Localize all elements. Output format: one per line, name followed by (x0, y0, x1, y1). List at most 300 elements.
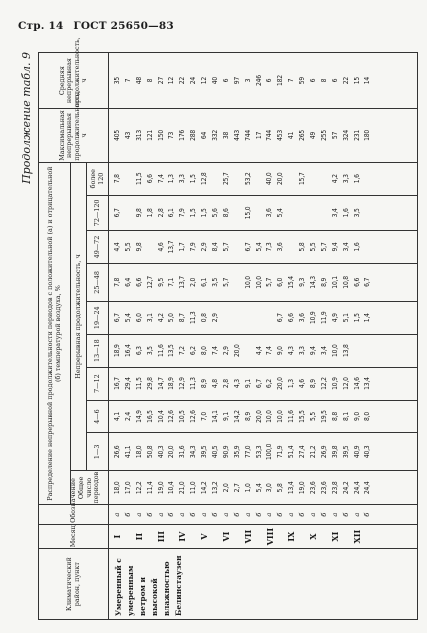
table-value: 13,4 (363, 377, 372, 390)
table-value: 24 (189, 76, 198, 85)
table-value: 18,0 (113, 481, 121, 495)
table-value: 9,1 (221, 412, 230, 421)
table-value (123, 197, 134, 229)
table-value (319, 197, 330, 229)
table-value: 14,9 (134, 410, 143, 423)
table-value: 35,9 (232, 445, 241, 459)
table-value: 3,6 (298, 313, 307, 323)
month-label: XII (351, 529, 362, 544)
table-value: 38 (221, 131, 230, 140)
table-value: 265 (298, 130, 307, 141)
table-value: 53,2 (243, 172, 252, 186)
table-value: 9,1 (243, 379, 252, 389)
col-designation-header: Обозначение (39, 505, 109, 525)
table-value (362, 232, 373, 262)
table-value: 18,9 (167, 377, 176, 390)
table-value: 2,9 (211, 313, 220, 323)
table-value (254, 303, 265, 333)
table-value: 7,0 (200, 412, 209, 421)
table-value: 6,7 (254, 379, 263, 389)
table-value: 288 (189, 130, 198, 141)
table-value: 4,6 (156, 242, 165, 252)
interval-25-48-cell (109, 263, 418, 301)
table-value: 1,7 (178, 242, 187, 252)
table-value: 231 (352, 130, 361, 141)
table-value: 31,6 (178, 445, 187, 459)
table-value: 3,3 (298, 346, 307, 356)
table-value: 8,0 (363, 412, 372, 421)
table-value: 4,2 (330, 174, 339, 184)
interval-header: 19—24 (87, 301, 109, 334)
table-value: 39,5 (200, 445, 209, 459)
table-value: 10,9 (309, 311, 318, 325)
table-value: 20,0 (276, 172, 285, 186)
table-value: 8,1 (341, 412, 350, 421)
table-value: 40,3 (156, 445, 165, 459)
table-value: б (319, 512, 328, 517)
table-value (210, 164, 221, 194)
interval-7-12-cell (109, 367, 418, 400)
table-value: 8,0 (200, 346, 209, 356)
table-value: 12,0 (341, 377, 350, 390)
table-value: 12,7 (145, 276, 154, 289)
table-value: 18,9 (113, 344, 121, 357)
table-value (123, 164, 134, 194)
table-value: 2,8 (156, 208, 165, 218)
table-value: а (178, 512, 187, 517)
table-value (352, 336, 363, 366)
table-value: а (287, 512, 296, 517)
interval-49-72-cell (109, 231, 418, 264)
table-value: а (330, 512, 339, 517)
table-value: 6,2 (189, 346, 198, 356)
table-value: 5,4 (276, 208, 285, 218)
table-value: 6 (330, 78, 339, 83)
table-value (286, 197, 297, 229)
table-value: 6,6 (287, 313, 296, 323)
table-value: 97 (232, 76, 241, 85)
distribution-header: Распределение непрерывной продолжительности периодов с положительной (а) и отрицательной (б) температурой воздуха, % (39, 162, 71, 505)
table-value: 7,9 (178, 208, 187, 218)
table-value: 2,0 (189, 277, 198, 287)
table-value: 6,7 (113, 208, 121, 218)
table-value: б (189, 512, 198, 517)
table-value (232, 232, 243, 262)
table-value: а (113, 512, 121, 517)
table-value: 8 (319, 78, 328, 83)
interval-header: 13—18 (87, 334, 109, 367)
month-label: II (133, 532, 144, 541)
table-value: 3,3 (178, 174, 187, 184)
table-value: 6,1 (167, 208, 176, 218)
table-value: 7,8 (113, 277, 121, 287)
table-value: 6,0 (134, 313, 143, 323)
table-value: 6,6 (134, 277, 143, 287)
table-value: 6 (309, 78, 318, 83)
table-value: 16,7 (113, 377, 121, 390)
table-value: 24,2 (341, 481, 350, 495)
table-value (264, 303, 275, 333)
table-value: 39,5 (341, 445, 350, 459)
table-body-row (109, 53, 418, 620)
table-value: 1,6 (352, 242, 361, 252)
table-value: 23,8 (330, 481, 339, 495)
continuous-duration-header: Непрерывная продолжительность, ч (71, 162, 87, 470)
table-value: 332 (211, 130, 220, 141)
table-value (254, 164, 265, 194)
table-value: 12,2 (134, 481, 143, 495)
table-value: 7,9 (189, 242, 198, 252)
table-value: 5,5 (123, 242, 132, 252)
table-value (362, 197, 373, 229)
table-value: 21,0 (178, 481, 187, 495)
table-value: б (276, 512, 285, 517)
table-value: б (145, 512, 154, 517)
table-value: 9,0 (352, 412, 361, 421)
table-value: а (221, 512, 230, 517)
table-value (362, 336, 373, 366)
table-value: 21,2 (309, 445, 318, 459)
table-value: 5,7 (265, 277, 274, 287)
table-value: 7,3 (265, 242, 274, 252)
month-cell (109, 524, 418, 548)
table-value: 8,4 (211, 242, 220, 252)
table-value: 19,5 (319, 410, 328, 423)
table-value: 9,8 (134, 208, 143, 218)
table-value (243, 303, 254, 333)
table-value: 6,6 (352, 277, 361, 287)
table-value: 57 (330, 131, 339, 140)
table-value: 8,7 (178, 313, 187, 323)
table-value: б (123, 512, 132, 517)
table-value: 2,9 (221, 346, 230, 356)
table-value: 3,4 (341, 242, 350, 252)
table-value: 2,9 (200, 242, 209, 252)
table-value: 40,9 (352, 445, 361, 459)
table-value (232, 303, 243, 333)
table-value: 40,0 (265, 172, 274, 186)
table-value: 13,5 (167, 344, 176, 357)
interval-header: 49—72 (87, 231, 109, 264)
table-value: 6,7 (243, 242, 252, 252)
table-value: 34,3 (189, 445, 198, 459)
table-value: 1,3 (287, 379, 296, 389)
month-label: X (308, 533, 319, 540)
table-value: 176 (178, 130, 187, 141)
month-label: IV (177, 531, 188, 542)
table-value: 1,6 (341, 208, 350, 218)
table-value: 4,6 (298, 379, 307, 389)
table-value: 246 (254, 75, 263, 87)
table-value: 11,6 (287, 410, 296, 423)
table-value: 3,4 (330, 208, 339, 218)
total-periods-cell (109, 471, 418, 505)
table-value: 100,0 (265, 443, 274, 460)
month-label: I (112, 534, 122, 539)
table-value: б (167, 512, 176, 517)
table-value: а (243, 512, 252, 517)
table-value: б (363, 512, 372, 517)
table-value: 10,0 (265, 410, 274, 423)
table-value: 20,0 (167, 445, 176, 459)
interval-4-6-cell (109, 400, 418, 433)
table-value: 4,2 (156, 313, 165, 323)
month-label: VII (242, 529, 253, 544)
table-value: 5,4 (254, 483, 263, 493)
table-value (362, 164, 373, 194)
table-value (243, 336, 254, 366)
rotated-table-block (20, 37, 420, 620)
table-value: 6,3 (134, 346, 143, 356)
table-value: 35 (113, 76, 121, 85)
table-value: 14,7 (156, 377, 165, 390)
table-value: 15,4 (287, 276, 296, 289)
table-value: 5,4 (123, 313, 132, 323)
table-value: 13,2 (211, 481, 220, 495)
avg-duration-cell (109, 53, 418, 109)
table-value: 10,0 (330, 344, 339, 357)
table-value: 1,5 (200, 208, 209, 218)
table-value: 3 (243, 78, 252, 83)
table-value: 22 (341, 76, 350, 85)
table-value: 53,3 (254, 445, 263, 459)
table-value: а (352, 512, 361, 517)
table-value: 6,1 (200, 277, 209, 287)
table-value: 5,7 (221, 242, 230, 252)
table-value: 744 (243, 130, 252, 141)
table-value: б (254, 512, 263, 517)
interval-header: более 120 (87, 162, 109, 195)
table-value: 27 (156, 76, 165, 85)
table-value: 77,0 (243, 445, 252, 459)
table-value: 3,0 (265, 483, 274, 493)
max-duration-cell (109, 109, 418, 163)
table-value: 10,8 (341, 276, 350, 289)
table-value: 5,5 (309, 242, 318, 252)
designation-cell (109, 505, 418, 525)
table-value: 10,5 (178, 410, 187, 423)
table-value: а (309, 512, 318, 517)
table-value: 7,1 (167, 277, 176, 287)
interval-header: 7—12 (87, 367, 109, 400)
table-value: 3,6 (265, 208, 274, 218)
table-value: 12 (200, 76, 209, 85)
table-value: 6,7 (363, 277, 372, 287)
table-value: 14,6 (352, 377, 361, 390)
table-value: 10,1 (330, 276, 339, 289)
table-value: 8,9 (200, 379, 209, 389)
table-value: 23,6 (319, 481, 328, 495)
table-value: 4,9 (330, 313, 339, 323)
table-value: 12,8 (200, 172, 209, 186)
table-value (286, 164, 297, 194)
interval-19-24-cell (109, 301, 418, 334)
col-max-header: Максимальная непрерывная продолжительность, ч (39, 109, 109, 163)
table-value: 11,3 (189, 311, 198, 325)
table-value: 11,9 (319, 311, 328, 325)
table-value: 7,4 (211, 346, 220, 356)
table-value: 12,6 (189, 410, 198, 423)
table-value: 3,5 (211, 277, 220, 287)
table-value: 14,2 (200, 481, 209, 495)
table-value: 1,6 (352, 174, 361, 184)
table-value: 18,0 (134, 445, 143, 459)
table-value: 12,9 (178, 377, 187, 390)
table-value (286, 232, 297, 262)
table-value: 40,3 (363, 445, 372, 459)
table-value: 5,4 (254, 242, 263, 252)
page-number: Стр. 14 (18, 20, 64, 32)
table-value: 4,8 (211, 379, 220, 389)
table-value: 16,5 (145, 410, 154, 423)
table-value: 17,0 (123, 481, 132, 495)
table-value: 12,6 (167, 410, 176, 423)
table-value: 8,6 (221, 208, 230, 218)
table-value: 453 (276, 130, 285, 141)
table-value: 15,7 (298, 172, 307, 186)
table-value (221, 303, 232, 333)
table-value: 1,5 (352, 313, 361, 323)
table-value: 10,4 (167, 481, 176, 495)
table-value: 13,7 (167, 240, 176, 254)
table-value: 10,0 (254, 276, 263, 289)
table-value: 10,0 (243, 276, 252, 289)
table-value: 5,8 (276, 483, 285, 493)
table-value: 5,1 (341, 313, 350, 323)
table-value: 40,5 (211, 445, 220, 459)
table-value: 22 (178, 76, 187, 85)
table-value: 3,5 (145, 346, 154, 356)
table-value: 14 (363, 76, 372, 85)
col-total-header: Общее число периодов (71, 471, 109, 505)
table-value: 9,4 (330, 242, 339, 252)
table-value (308, 197, 319, 229)
table-value: 7,4 (156, 174, 165, 184)
table-value: 9,4 (309, 346, 318, 356)
table-value: 6,4 (123, 277, 132, 287)
table-value: 17 (254, 131, 263, 140)
interval-header: 25—48 (87, 263, 109, 301)
table-value: 405 (113, 130, 121, 141)
table-value: 9,8 (134, 242, 143, 252)
month-label: III (155, 530, 166, 543)
table-value: 11,4 (145, 481, 154, 495)
table-value: 15 (352, 76, 361, 85)
table-value: 26,9 (319, 445, 328, 459)
table-continuation-label: Продолжение табл. 9 (20, 52, 33, 184)
table-value: 2,4 (123, 412, 132, 421)
table-value: 1,0 (243, 483, 252, 493)
table-value: 443 (232, 130, 241, 141)
table-value (232, 265, 243, 300)
table-value: 182 (276, 75, 285, 87)
table-value: 73 (167, 131, 176, 140)
table-value: 6 (265, 78, 274, 83)
table-value: 0,8 (200, 313, 209, 323)
col-climate-header: Климатический район, пункт (39, 549, 109, 620)
table-value (319, 164, 330, 194)
table-value: 39,8 (330, 445, 339, 459)
table-value: 1,5 (189, 208, 198, 218)
table-value: 8,9 (319, 277, 328, 287)
table-value: 24,4 (363, 481, 372, 495)
table-value: 3,4 (319, 346, 328, 356)
table-value: 29,4 (123, 377, 132, 390)
table-value: 27,4 (298, 445, 307, 459)
table-value: 5,5 (309, 412, 318, 421)
table-value: 25,7 (221, 172, 230, 186)
table-value: а (156, 512, 165, 517)
table-value: 19,0 (298, 481, 307, 495)
table-value: 13,8 (341, 344, 350, 357)
table-value: 7,2 (178, 346, 187, 356)
table-value: 3,5 (352, 208, 361, 218)
table-value: 11,3 (189, 377, 198, 390)
table-value: 9,5 (156, 277, 165, 287)
table-value: 14,1 (211, 410, 220, 423)
table-value: 10,4 (156, 410, 165, 423)
table-value: 6 (221, 78, 230, 83)
table-value: 49 (309, 131, 318, 140)
table-value: 1,5 (189, 174, 198, 184)
table-value: б (232, 512, 241, 517)
interval-1-3-cell (109, 433, 418, 471)
interval-13-18-cell (109, 334, 418, 367)
table-value: 14,3 (309, 276, 318, 289)
table-value: 4,3 (232, 379, 241, 389)
table-value: 6,7 (276, 313, 285, 323)
interval-header: 4—6 (87, 400, 109, 433)
table-value: 3,1 (145, 313, 154, 323)
table-value: 41,1 (123, 445, 132, 459)
table-value: 7,4 (265, 346, 274, 356)
table-value (232, 164, 243, 194)
table-value: 26,6 (113, 445, 121, 459)
table-value: 50,8 (145, 445, 154, 459)
table-value: 5,8 (298, 242, 307, 252)
table-value (232, 197, 243, 229)
table-value: 43 (123, 131, 132, 140)
table-value: 24,4 (352, 481, 361, 495)
table-value: 3,6 (276, 242, 285, 252)
table-value: 8,9 (309, 379, 318, 389)
climate-data-table (38, 37, 418, 620)
table-value: 13,4 (287, 481, 296, 495)
table-value: 4,4 (254, 346, 263, 356)
table-value: 5,6 (211, 208, 220, 218)
table-value: 12 (167, 76, 176, 85)
table-value: 744 (265, 130, 274, 141)
table-value: а (134, 512, 143, 517)
table-value: 4,3 (287, 346, 296, 356)
interval-header: 1—3 (87, 433, 109, 471)
table-value: 2,8 (221, 379, 230, 389)
table-value: 121 (145, 130, 154, 141)
table-value: 15,0 (243, 206, 252, 220)
table-value: 9,3 (298, 277, 307, 287)
month-label: XI (329, 531, 340, 542)
table-value: 3,3 (341, 174, 350, 184)
table-value: 48 (134, 76, 143, 85)
table-value: 20,0 (254, 410, 263, 423)
table-value: 5,7 (319, 242, 328, 252)
table-value: б (341, 512, 350, 517)
table-value: 11,5 (134, 377, 143, 390)
table-value: 1,4 (363, 313, 372, 323)
table-value: а (265, 512, 274, 517)
table-value: 71,9 (276, 445, 285, 459)
table-value: 7 (123, 78, 132, 83)
